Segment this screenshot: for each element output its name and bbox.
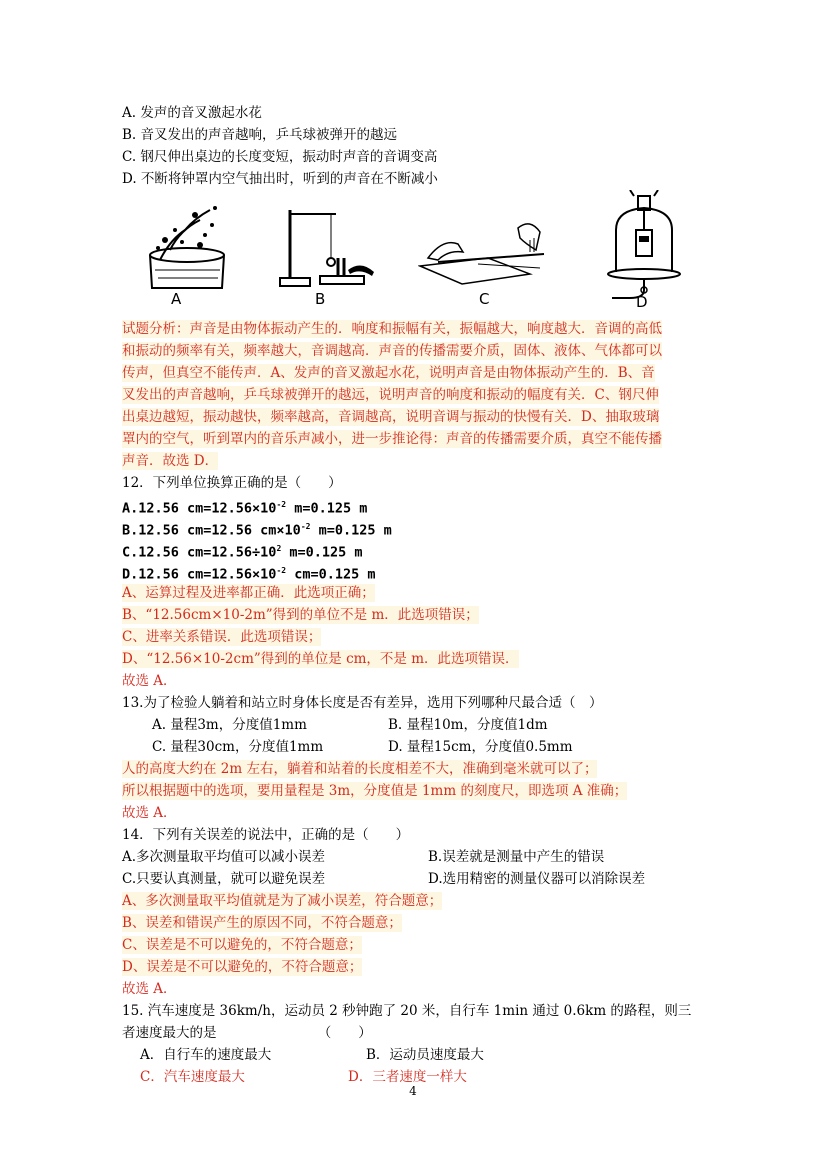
q13-analysis-line: 所以根据题中的选项，要用量程是 3m，分度值是 1mm 的刻度尺，即选项 A 准确； bbox=[122, 783, 628, 799]
q14-analysis-line: C、误差是不可以避免的，不符合题意； bbox=[122, 937, 362, 953]
q13-stem: 13.为了检验人躺着和站立时身体长度是否有差异，选用下列哪种尺最合适（ ） bbox=[122, 695, 603, 711]
q14-answer: 故选 A． bbox=[122, 981, 177, 997]
q14-option-a: A.多次测量取平均值可以减小误差 bbox=[122, 849, 326, 865]
q13-option-c: C. 量程30cm，分度值1mm bbox=[152, 739, 324, 755]
q12-analysis-line: A、运算过程及进率都正确．此选项正确； bbox=[122, 585, 375, 601]
figure-d-bell-jar bbox=[604, 190, 684, 305]
q12-answer: 故选 A． bbox=[122, 673, 177, 689]
figure-c-steel-ruler bbox=[418, 218, 548, 288]
q11-analysis-line: 传声，但真空不能传声．A、发声的音叉激起水花，说明声音是由物体振动产生的．B、音 bbox=[122, 365, 655, 381]
q13-analysis-line: 人的高度大约在 2m 左右，躺着和站着的长度相差不大，准确到毫米就可以了； bbox=[122, 761, 598, 777]
q15-option-d: D．三者速度一样大 bbox=[348, 1069, 467, 1085]
q12-option-a: A.12.56 $cm=12.56\times 10^{-2}$ m=0.125 m bbox=[122, 500, 368, 517]
q14-analysis-line: B、误差和错误产生的原因不同，不符合题意； bbox=[122, 915, 402, 931]
q11-option-b: B. 音叉发出的声音越响，乒乓球被弹开的越远 bbox=[122, 127, 398, 143]
q11-option-a: A. 发声的音叉激起水花 bbox=[122, 105, 262, 121]
q14-option-b: B.误差就是测量中产生的错误 bbox=[428, 849, 605, 865]
q14-option-c: C.只要认真测量，就可以避免误差 bbox=[122, 871, 326, 887]
q12-analysis-line: D、“12.56×10-2cm”得到的单位是 cm，不是 m．此选项错误． bbox=[122, 651, 519, 667]
q15-option-a: A．自行车的速度最大 bbox=[140, 1047, 272, 1063]
q13-answer: 故选 A． bbox=[122, 805, 177, 821]
q11-analysis-line: 叉发出的声音越响，乒乓球被弹开的越远，说明声音的响度和振动的幅度有关．C、钢尺伸 bbox=[122, 387, 659, 403]
q11-analysis-line: 罩内的空气，听到罩内的音乐声减小，进一步推论得：声音的传播需要介质，真空不能传播 bbox=[122, 431, 662, 447]
q15-stem-line2: 者速度最大的是 （ ） bbox=[122, 1025, 372, 1041]
q14-analysis-line: D、误差是不可以避免的，不符合题意； bbox=[122, 959, 363, 975]
q12-analysis-line: B、“12.56cm×10-2m”得到的单位不是 m．此选项错误； bbox=[122, 607, 479, 623]
q15-stem-line1: 15. 汽车速度是 36km/h，运动员 2 秒钟跑了 20 米，自行车 1min 通过 0.6km 的路程，则三 bbox=[122, 1003, 692, 1019]
q11-analysis-line: 声音．故选 D． bbox=[122, 453, 219, 469]
q11-option-c: C. 钢尺伸出桌边的长度变短，振动时声音的音调变高 bbox=[122, 149, 438, 165]
q14-analysis-line: A、多次测量取平均值就是为了减小误差，符合题意； bbox=[122, 893, 443, 909]
figure-label-d: D bbox=[636, 293, 648, 311]
q14-stem: 14．下列有关误差的说法中，正确的是（ ） bbox=[122, 827, 410, 843]
figure-label-c: C bbox=[479, 290, 490, 308]
q12-option-c: C.12.56 $cm=12.56\div 10^2$ m=0.125 m bbox=[122, 544, 363, 561]
q12-option-d: D.12.56 $cm=12.56\times 10^{-2}$ cm=0.125 m bbox=[122, 566, 376, 583]
figure-label-a: A bbox=[171, 290, 182, 308]
q14-option-d: D.选用精密的测量仪器可以消除误差 bbox=[428, 871, 646, 887]
q11-analysis-line: 试题分析：声音是由物体振动产生的．响度和振幅有关，振幅越大，响度越大．音调的高低 bbox=[122, 321, 662, 337]
q11-option-d: D. 不断将钟罩内空气抽出时，听到的声音在不断减小 bbox=[122, 171, 438, 187]
q11-analysis-line: 和振动的频率有关，频率越大，音调越高．声音的传播需要介质，固体、液体、气体都可以 bbox=[122, 343, 662, 359]
q13-option-a: A. 量程3m，分度值1mm bbox=[152, 717, 307, 733]
q12-stem: 12．下列单位换算正确的是（ ） bbox=[122, 475, 342, 491]
q12-analysis-line: C、进率关系错误．此选项错误； bbox=[122, 629, 322, 645]
q15-option-c: C．汽车速度最大 bbox=[140, 1069, 245, 1085]
figure-a-tuning-fork-water bbox=[140, 200, 240, 295]
q13-option-d: D. 量程15cm，分度值0.5mm bbox=[388, 739, 573, 755]
q15-option-b: B．运动员速度最大 bbox=[366, 1047, 484, 1063]
q13-option-b: B. 量程10m，分度值1dm bbox=[388, 717, 548, 733]
q11-analysis-line: 出桌边越短，振动越快，频率越高，音调越高，说明音调与振动的快慢有关．D、抽取玻璃 bbox=[122, 409, 660, 425]
figure-b-tuning-fork-ball bbox=[276, 200, 386, 295]
figure-label-b: B bbox=[315, 290, 326, 308]
page-number: 4 bbox=[409, 1084, 417, 1098]
q12-option-b: B.12.56 cm=12.56 $cm\times 10^{-2}$ m=0.125 m bbox=[122, 522, 392, 539]
